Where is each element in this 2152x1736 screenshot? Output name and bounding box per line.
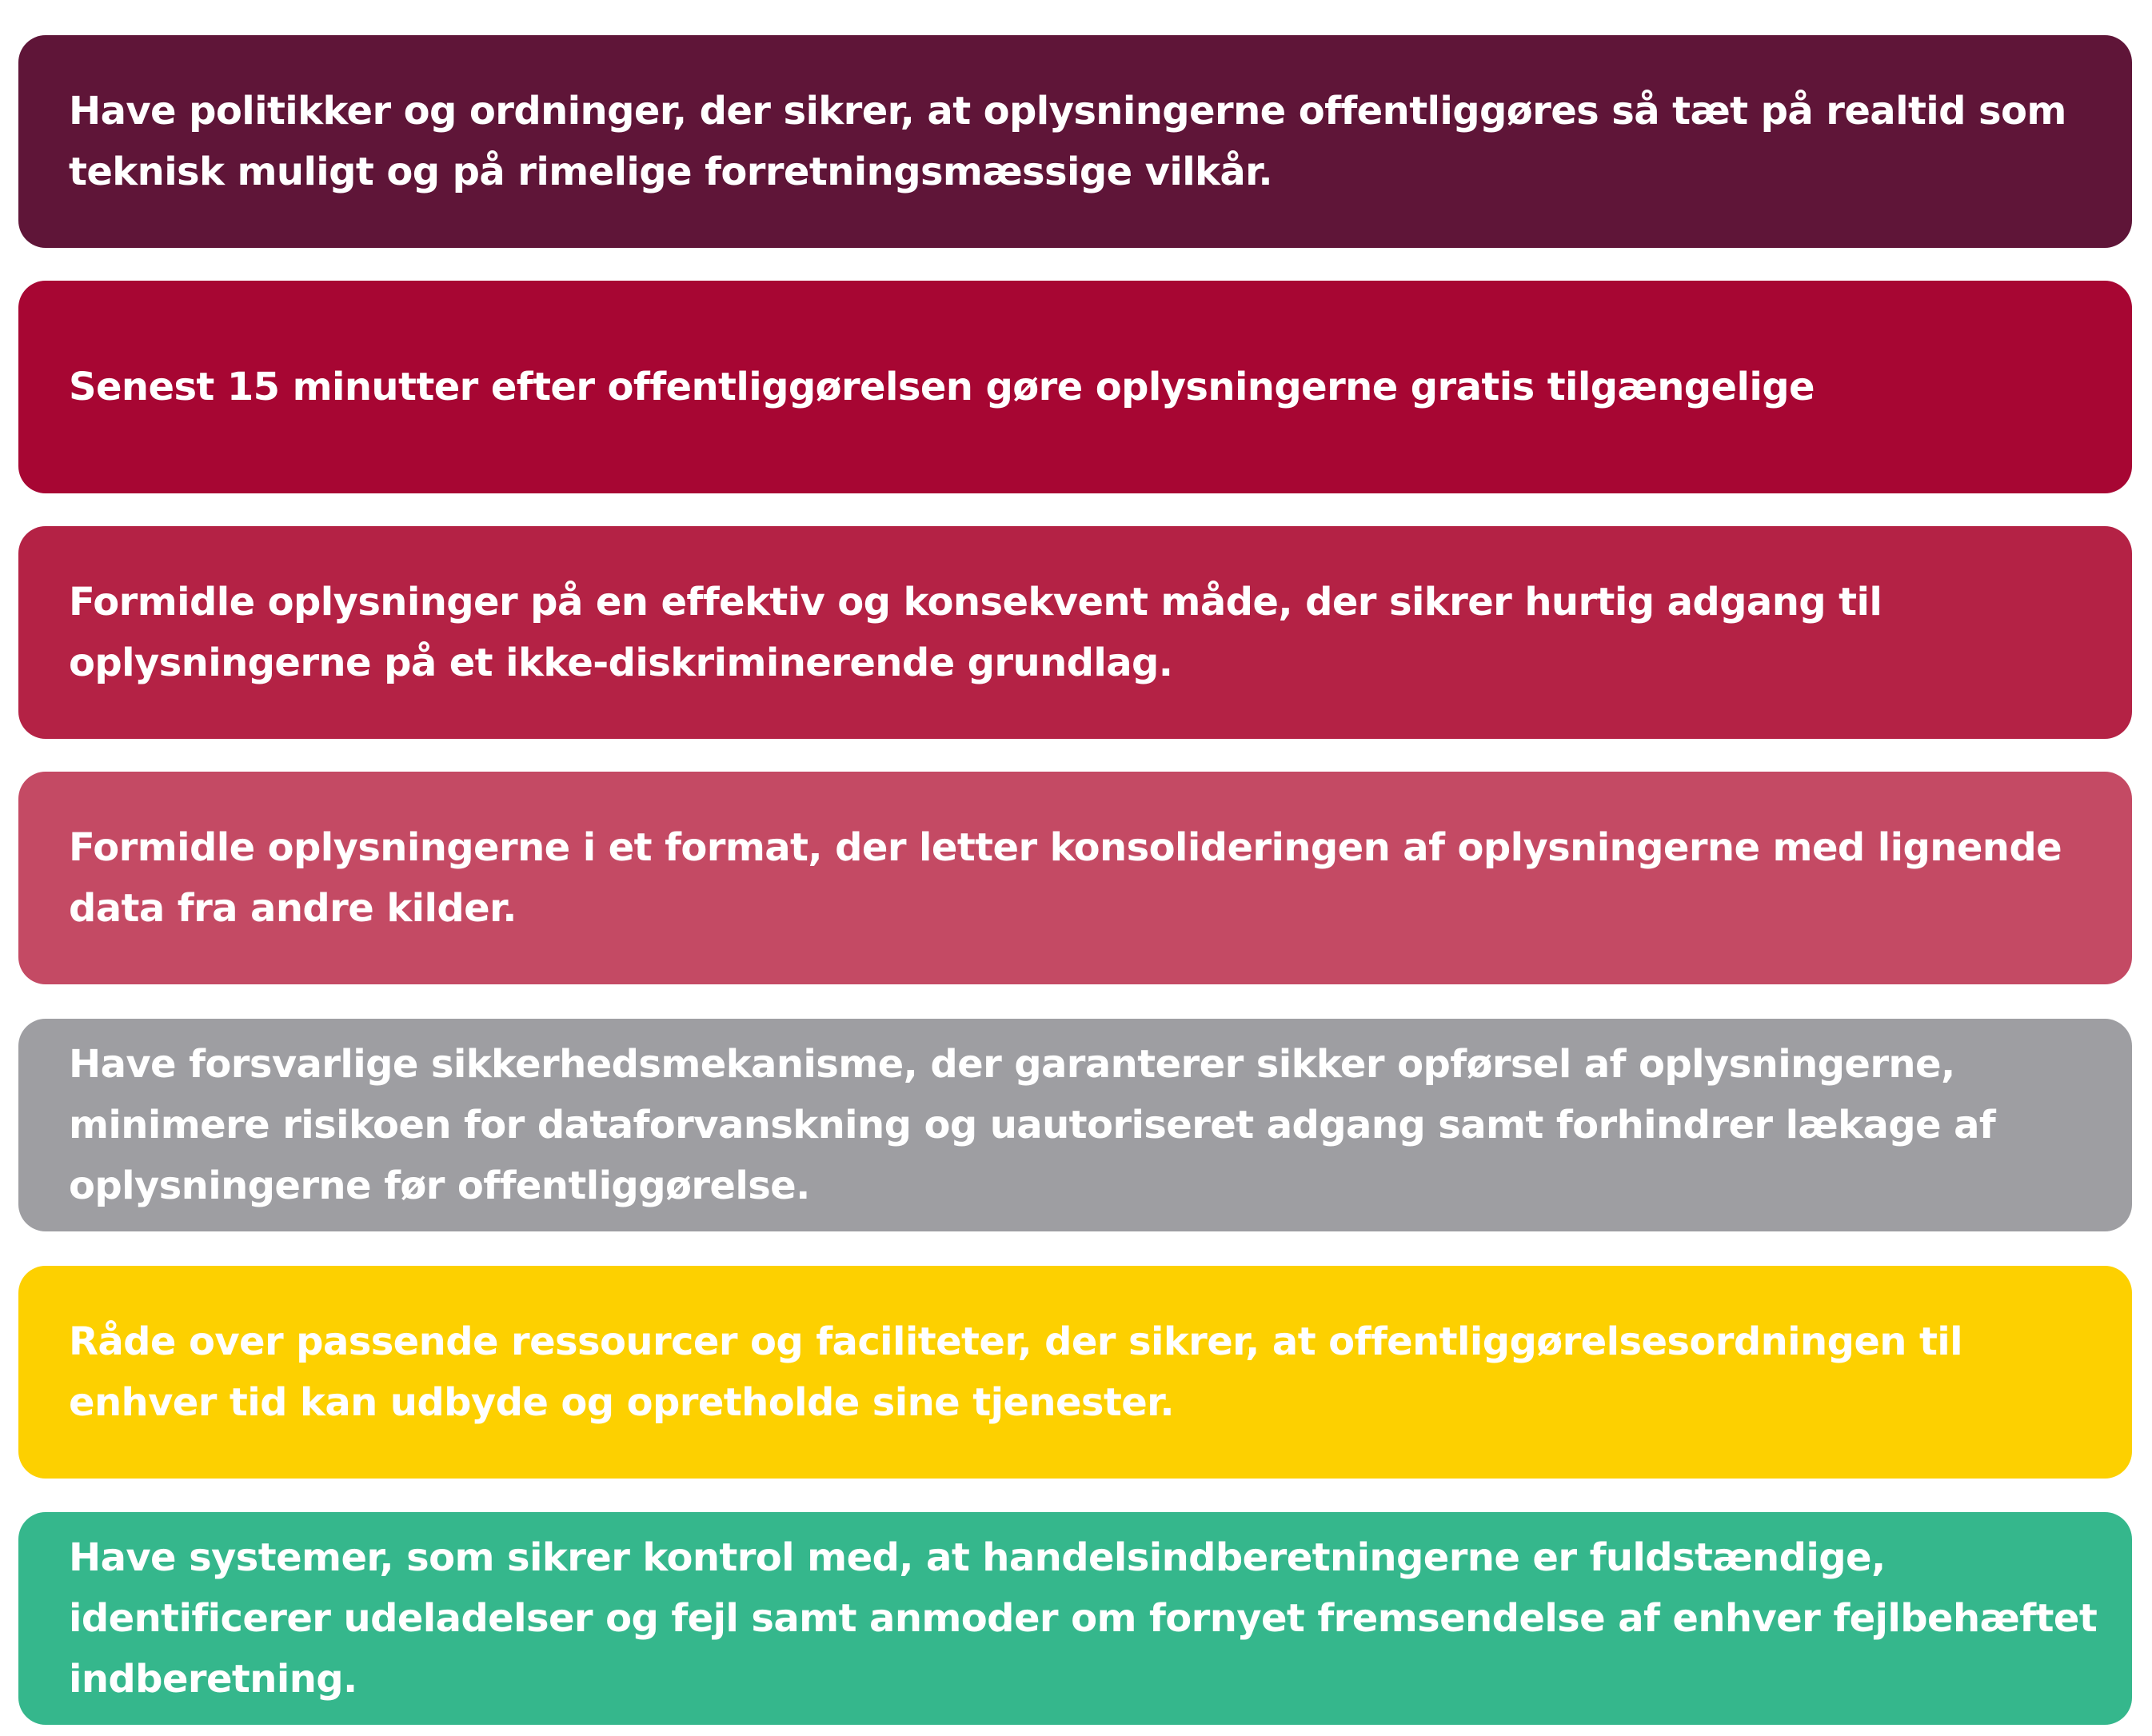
- requirement-text-1: Have politikker og ordninger, der sikrer, at oplysningerne offentliggøres så tæt på realtid som teknisk muligt og på rimelige forretningsmæssige vilkår.: [69, 89, 2066, 194]
- requirement-box-1: [18, 35, 2132, 248]
- requirement-box-5: [18, 1019, 2132, 1231]
- requirement-text-3: Formidle oplysninger på en effektiv og konsekvent måde, der sikrer hurtig adgang til oplysningerne på et ikke-diskriminerende grundlag.: [69, 580, 1883, 685]
- requirement-text-2: Senest 15 minutter efter offentliggørelsen gøre oplysningerne gratis tilgængelige: [69, 365, 1815, 409]
- requirement-box-2: [18, 281, 2132, 493]
- requirement-box-4: [18, 772, 2132, 984]
- requirement-text-7: Have systemer, som sikrer kontrol med, at handelsindberetningerne er fuldstændige, identificerer udeladelser og fejl samt anmoder om fornyet fremsendelse af enhver fejlbehæftet indberetning.: [69, 1535, 2098, 1702]
- requirement-box-6: [18, 1266, 2132, 1479]
- requirement-text-4: Formidle oplysningerne i et format, der letter konsolideringen af oplysningerne med lignende data fra andre kilder.: [69, 825, 2062, 931]
- requirement-box-3: [18, 526, 2132, 739]
- requirement-text-5: Have forsvarlige sikkerhedsmekanisme, der garanterer sikker opførsel af oplysningerne, minimere risikoen for dataforvanskning og uautoriseret adgang samt forhindrer lækage af oplysningerne før offentliggørelse.: [69, 1042, 1996, 1208]
- requirement-text-6: Råde over passende ressourcer og faciliteter, der sikrer, at offentliggørelsesordningen til enhver tid kan udbyde og opretholde sine tjenester.: [69, 1319, 1963, 1425]
- requirement-box-7: [18, 1512, 2132, 1725]
